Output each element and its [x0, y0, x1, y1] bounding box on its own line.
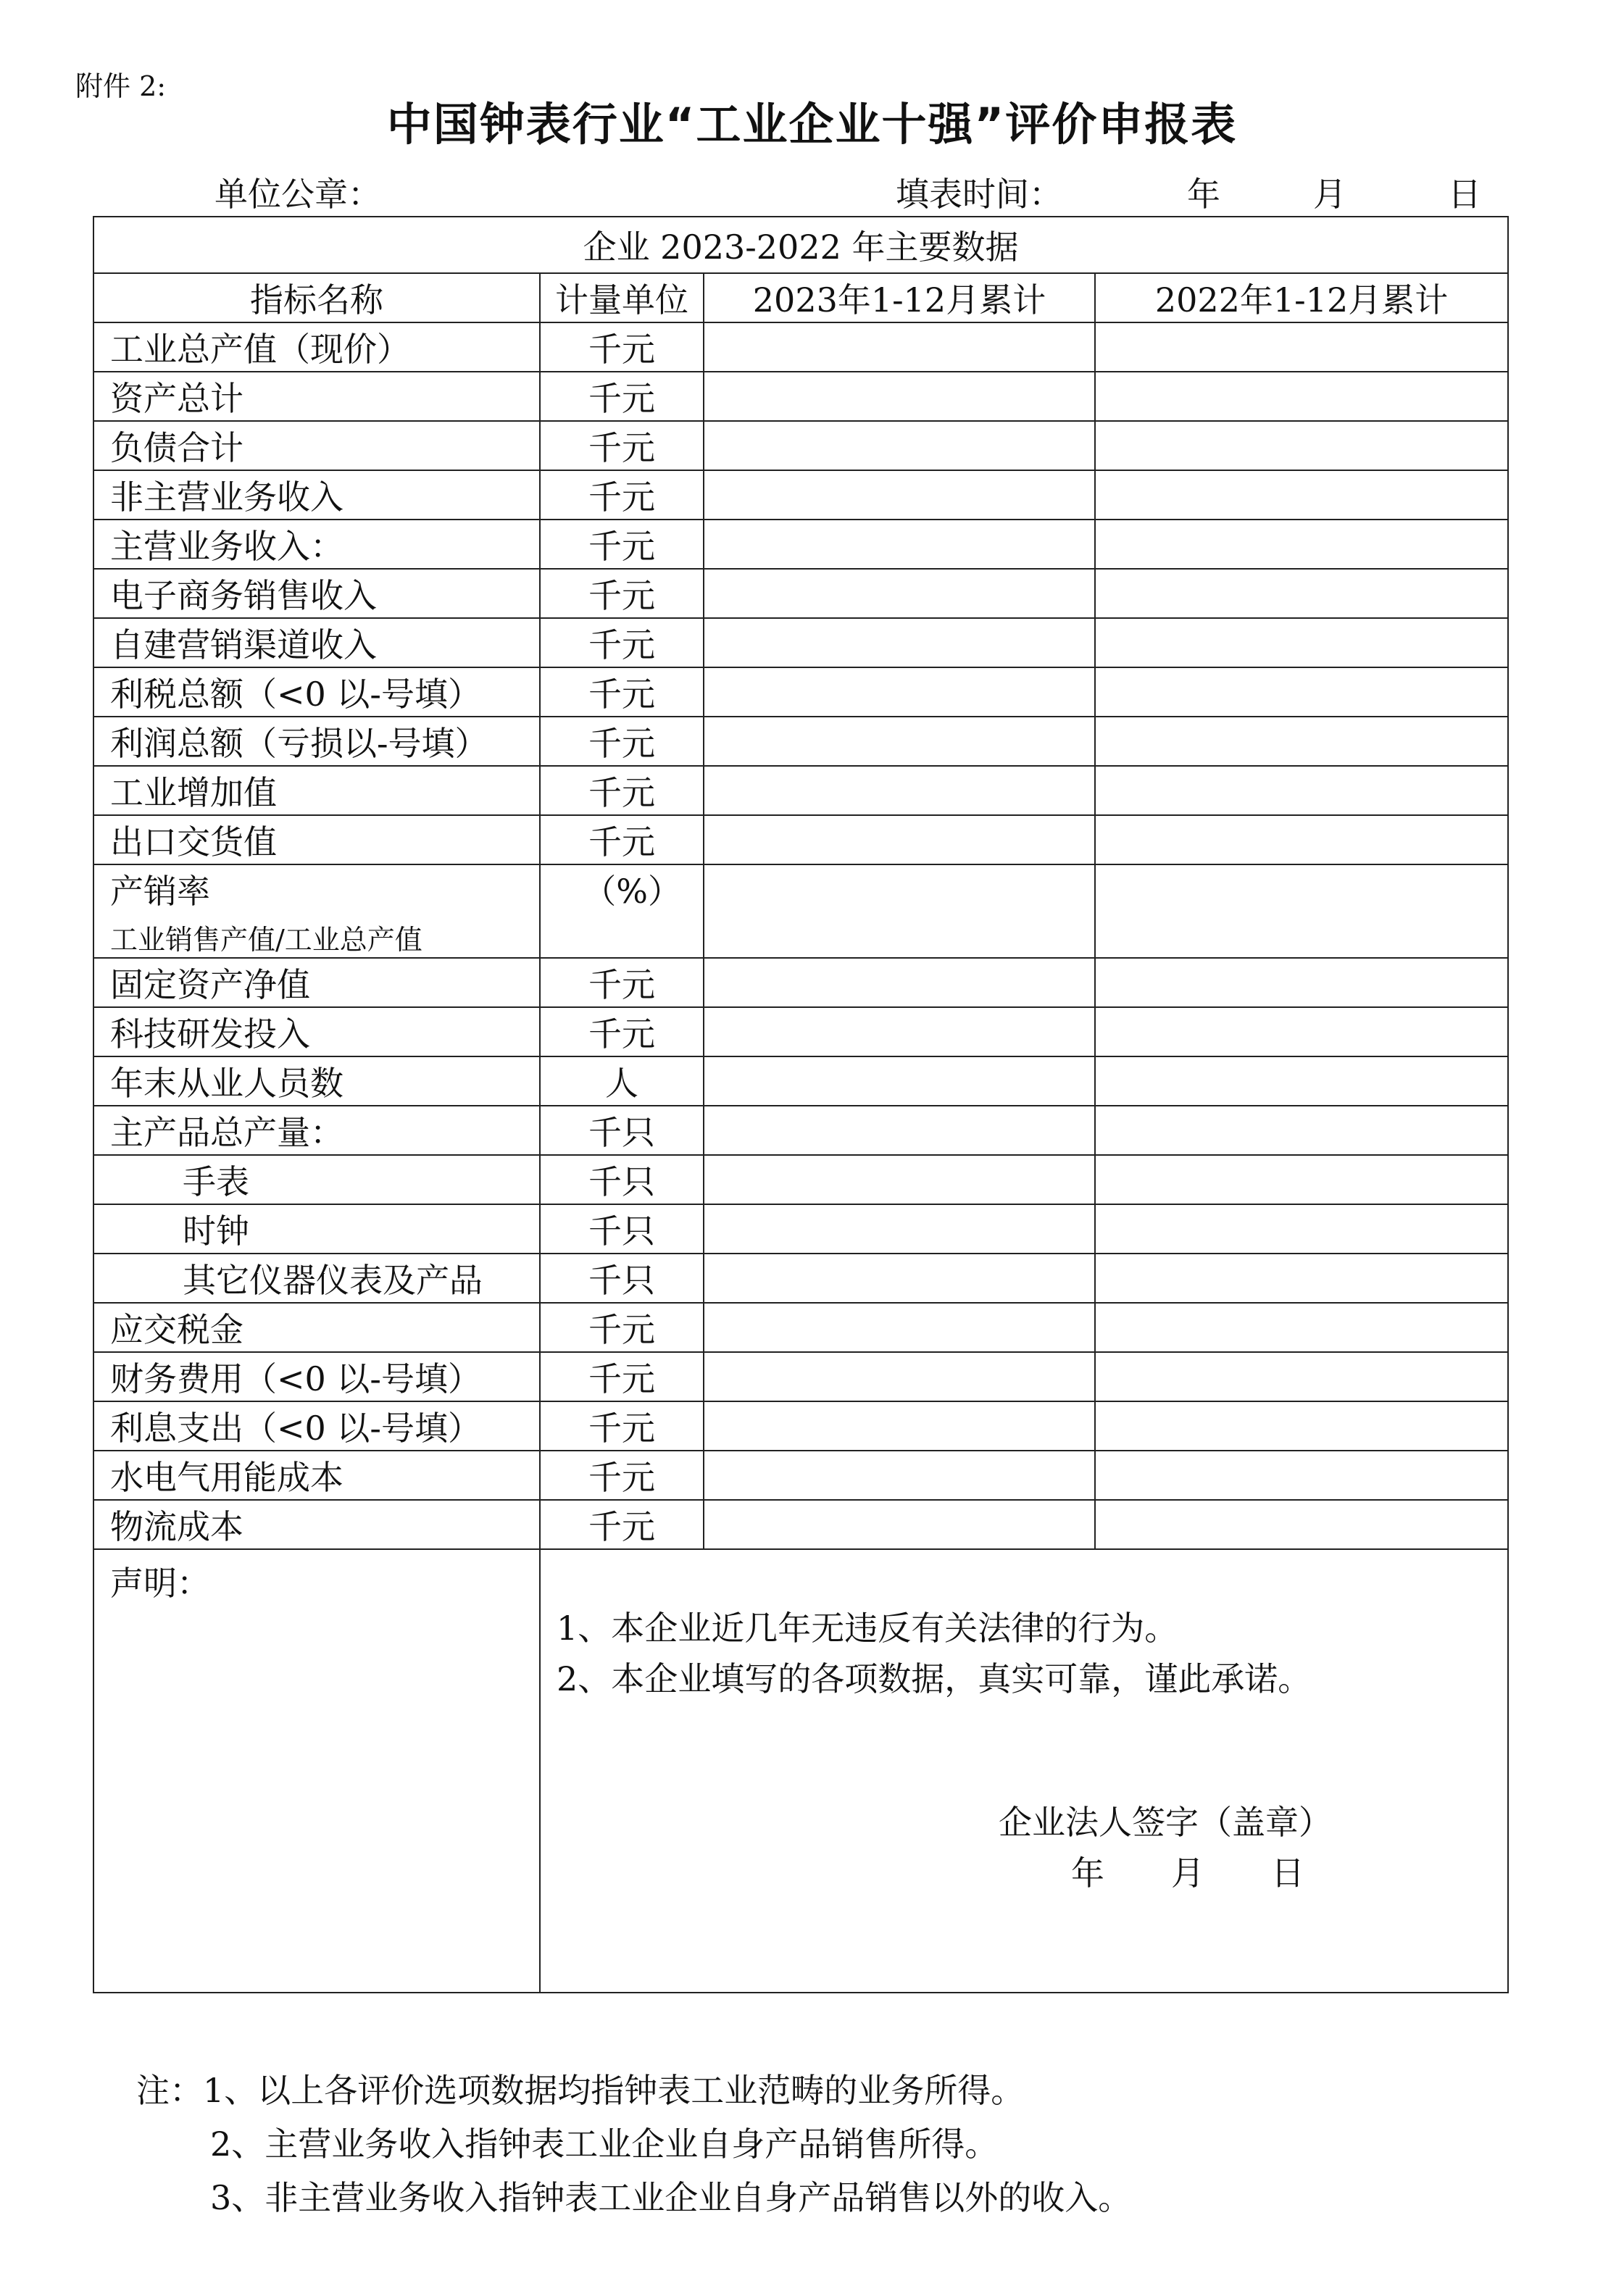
- value-2022-cell[interactable]: [1095, 1500, 1508, 1549]
- value-2023-cell[interactable]: [704, 322, 1095, 372]
- indicator-name: [93, 717, 540, 766]
- value-2022-cell[interactable]: [1095, 569, 1508, 618]
- unit-cell: 千元: [540, 958, 704, 1007]
- indicator-name-text: 应交税金: [110, 1310, 243, 1349]
- value-2023-cell[interactable]: [704, 815, 1095, 864]
- table-row: [93, 864, 1508, 958]
- value-2022-cell[interactable]: [1095, 1056, 1508, 1106]
- value-2023-cell[interactable]: [704, 717, 1095, 766]
- indicator-name: [93, 470, 540, 520]
- table-row: [93, 667, 1508, 717]
- column-header-indicator: 指标名称: [93, 273, 540, 322]
- unit-cell: 千只: [540, 1155, 704, 1204]
- column-header-2023: 2023年1-12月累计: [704, 273, 1095, 322]
- value-2023-cell[interactable]: [704, 1204, 1095, 1254]
- indicator-name: [93, 1401, 540, 1451]
- table-row: [93, 618, 1508, 667]
- indicator-name: [93, 1352, 540, 1401]
- value-2022-cell[interactable]: [1095, 1155, 1508, 1204]
- indicator-name-text: 财务费用（<0 以-号填）: [110, 1359, 481, 1398]
- indicator-name: [93, 618, 540, 667]
- signature-date-label: 年 月 日: [1071, 1853, 1304, 1893]
- unit-cell: 千元: [540, 322, 704, 372]
- unit-cell: 千元: [540, 667, 704, 717]
- value-2023-cell[interactable]: [704, 958, 1095, 1007]
- table-row: [93, 1451, 1508, 1500]
- declaration-label: 声明：: [93, 1549, 540, 1993]
- table-row: [93, 1056, 1508, 1106]
- unit-cell: [540, 864, 704, 958]
- value-2022-cell[interactable]: [1095, 717, 1508, 766]
- value-2023-cell[interactable]: [704, 1155, 1095, 1204]
- indicator-name: [93, 569, 540, 618]
- value-2023-cell[interactable]: [704, 372, 1095, 421]
- fill-day-label: 日: [1448, 175, 1481, 214]
- indicator-subtitle: 工业销售产值/工业总产值: [110, 924, 422, 956]
- unit-cell: 千元: [540, 421, 704, 470]
- indicator-name: [93, 1303, 540, 1352]
- indicator-name-text: 非主营业务收入: [110, 478, 343, 517]
- indicator-name: [93, 766, 540, 815]
- indicator-name: [93, 421, 540, 470]
- unit-cell: 千元: [540, 1007, 704, 1056]
- indicator-name-text: 年末从业人员数: [110, 1064, 343, 1103]
- value-2022-cell[interactable]: [1095, 1204, 1508, 1254]
- value-2022-cell[interactable]: [1095, 421, 1508, 470]
- value-2023-cell[interactable]: [704, 667, 1095, 717]
- value-2022-cell[interactable]: [1095, 815, 1508, 864]
- value-2022-cell[interactable]: [1095, 1106, 1508, 1155]
- table-row: [93, 470, 1508, 520]
- indicator-name: [93, 1155, 540, 1204]
- value-2023-cell[interactable]: [704, 1254, 1095, 1303]
- unit-cell: 千元: [540, 717, 704, 766]
- indicator-name-text: 主营业务收入：: [110, 527, 343, 566]
- value-2022-cell[interactable]: [1095, 958, 1508, 1007]
- table-row: [93, 815, 1508, 864]
- indicator-name: [93, 322, 540, 372]
- indicator-name-text: 物流成本: [110, 1507, 243, 1546]
- indicator-name: [93, 1056, 540, 1106]
- indicator-name: [93, 520, 540, 569]
- unit-cell: 千元: [540, 766, 704, 815]
- fill-year-label: 年: [1187, 175, 1220, 214]
- table-row: [93, 766, 1508, 815]
- indicator-name-text: 利息支出（<0 以-号填）: [110, 1409, 481, 1448]
- table-row: [93, 717, 1508, 766]
- unit-cell: 人: [540, 1056, 704, 1106]
- value-2023-cell[interactable]: [704, 470, 1095, 520]
- value-2022-cell[interactable]: [1095, 1401, 1508, 1451]
- column-header-unit: 计量单位: [540, 273, 704, 322]
- unit-seal-label: 单位公章：: [215, 175, 381, 214]
- table-row: [93, 421, 1508, 470]
- fill-time-label: 填表时间：: [896, 175, 1062, 214]
- value-2022-cell[interactable]: [1095, 470, 1508, 520]
- form-title: 中国钟表行业“工业企业十强”评价申报表: [386, 98, 1238, 151]
- indicator-name: [93, 958, 540, 1007]
- unit-cell: 千只: [540, 1254, 704, 1303]
- note-2: 2、主营业务收入指钟表工业企业自身产品销售所得。: [210, 2124, 999, 2164]
- indicator-name: [93, 1254, 540, 1303]
- value-2023-cell[interactable]: [704, 1500, 1095, 1549]
- declaration-content: [540, 1549, 1508, 1993]
- column-header-2022: 2022年1-12月累计: [1095, 273, 1508, 322]
- indicator-name-text: 利税总额（<0 以-号填）: [110, 675, 481, 714]
- unit-text: （%）: [583, 872, 681, 911]
- value-2023-cell[interactable]: [704, 421, 1095, 470]
- indicator-name-text: 水电气用能成本: [110, 1458, 343, 1497]
- indicator-name-text: 时钟: [183, 1212, 249, 1251]
- indicator-name: [93, 667, 540, 717]
- indicator-name-text: 工业增加值: [110, 773, 277, 812]
- declaration-line-2: 2、本企业填写的各项数据，真实可靠，谨此承诺。: [557, 1659, 1312, 1698]
- value-2023-cell[interactable]: [704, 1451, 1095, 1500]
- data-table: [93, 216, 1509, 1993]
- indicator-name: [93, 864, 540, 958]
- notes: [136, 2064, 1131, 2224]
- indicator-name-text: 手表: [183, 1162, 249, 1201]
- indicator-name-text: 固定资产净值: [110, 965, 310, 1004]
- value-2022-cell[interactable]: [1095, 372, 1508, 421]
- value-2023-cell[interactable]: [704, 618, 1095, 667]
- indicator-name: [93, 372, 540, 421]
- value-2023-cell[interactable]: [704, 1303, 1095, 1352]
- unit-cell: 千元: [540, 470, 704, 520]
- table-row: [93, 322, 1508, 372]
- indicator-name: [93, 1007, 540, 1056]
- value-2022-cell[interactable]: [1095, 766, 1508, 815]
- note-3: 3、非主营业务收入指钟表工业企业自身产品销售以外的收入。: [210, 2178, 1132, 2217]
- unit-cell: 千元: [540, 815, 704, 864]
- indicator-name-text: 资产总计: [110, 379, 243, 418]
- indicator-name-text: 主产品总产量：: [110, 1113, 343, 1152]
- table-row: [93, 1401, 1508, 1451]
- value-2023-cell[interactable]: [704, 1352, 1095, 1401]
- value-2023-cell[interactable]: [704, 864, 1095, 958]
- value-2022-cell[interactable]: [1095, 1352, 1508, 1401]
- unit-cell: 千只: [540, 1204, 704, 1254]
- value-2022-cell[interactable]: [1095, 1254, 1508, 1303]
- table-row: [93, 1500, 1508, 1549]
- table-row: [93, 1303, 1508, 1352]
- value-2022-cell[interactable]: [1095, 1451, 1508, 1500]
- note-1: 注：1、以上各评价选项数据均指钟表工业范畴的业务所得。: [136, 2071, 1025, 2110]
- value-2023-cell[interactable]: [704, 1007, 1095, 1056]
- unit-cell: 千元: [540, 1451, 704, 1500]
- value-2023-cell[interactable]: [704, 1056, 1095, 1106]
- value-2023-cell[interactable]: [704, 520, 1095, 569]
- indicator-name-text: 电子商务销售收入: [110, 576, 377, 615]
- attachment-label: 附件 2:: [75, 70, 167, 102]
- unit-cell: 千元: [540, 1401, 704, 1451]
- unit-cell: 千元: [540, 1303, 704, 1352]
- table-caption: 企业 2023-2022 年主要数据: [93, 217, 1508, 273]
- declaration-line-1: 1、本企业近几年无违反有关法律的行为。: [557, 1609, 1178, 1648]
- indicator-name: [93, 1204, 540, 1254]
- unit-cell: 千元: [540, 1352, 704, 1401]
- unit-cell: 千只: [540, 1106, 704, 1155]
- indicator-name: [93, 1500, 540, 1549]
- value-2022-cell[interactable]: [1095, 322, 1508, 372]
- indicator-name-text: 工业总产值（现价）: [110, 330, 410, 369]
- value-2023-cell[interactable]: [704, 1401, 1095, 1451]
- indicator-name: [93, 815, 540, 864]
- indicator-name: [93, 1451, 540, 1500]
- value-2022-cell[interactable]: [1095, 1303, 1508, 1352]
- unit-cell: 千元: [540, 372, 704, 421]
- table-row: [93, 372, 1508, 421]
- indicator-name-text: 产销率: [110, 872, 210, 911]
- unit-cell: 千元: [540, 569, 704, 618]
- indicator-name-text: 科技研发投入: [110, 1014, 310, 1054]
- indicator-name-text: 利润总额（亏损以-号填）: [110, 724, 488, 763]
- unit-cell: 千元: [540, 618, 704, 667]
- table-row: [93, 958, 1508, 1007]
- indicator-name-text: 自建营销渠道收入: [110, 625, 377, 664]
- value-2022-cell[interactable]: [1095, 520, 1508, 569]
- table-row: [93, 1155, 1508, 1204]
- value-2022-cell[interactable]: [1095, 667, 1508, 717]
- unit-cell: 千元: [540, 1500, 704, 1549]
- indicator-name-text: 其它仪器仪表及产品: [183, 1261, 483, 1300]
- table-row: [93, 1352, 1508, 1401]
- legal-rep-signature-label: 企业法人签字（盖章）: [999, 1803, 1332, 1842]
- value-2022-cell[interactable]: [1095, 864, 1508, 958]
- value-2023-cell[interactable]: [704, 1106, 1095, 1155]
- indicator-name-text: 出口交货值: [110, 822, 277, 862]
- table-row: [93, 1254, 1508, 1303]
- table-row: [93, 1106, 1508, 1155]
- table-row: [93, 1007, 1508, 1056]
- indicator-name: [93, 1106, 540, 1155]
- value-2022-cell[interactable]: [1095, 618, 1508, 667]
- fill-month-label: 月: [1313, 175, 1346, 214]
- table-row: [93, 1204, 1508, 1254]
- unit-cell: 千元: [540, 520, 704, 569]
- declaration-row: [93, 1549, 1508, 1993]
- indicator-name-text: 负债合计: [110, 428, 243, 467]
- value-2023-cell[interactable]: [704, 569, 1095, 618]
- table-row: [93, 569, 1508, 618]
- table-row: [93, 520, 1508, 569]
- value-2022-cell[interactable]: [1095, 1007, 1508, 1056]
- value-2023-cell[interactable]: [704, 766, 1095, 815]
